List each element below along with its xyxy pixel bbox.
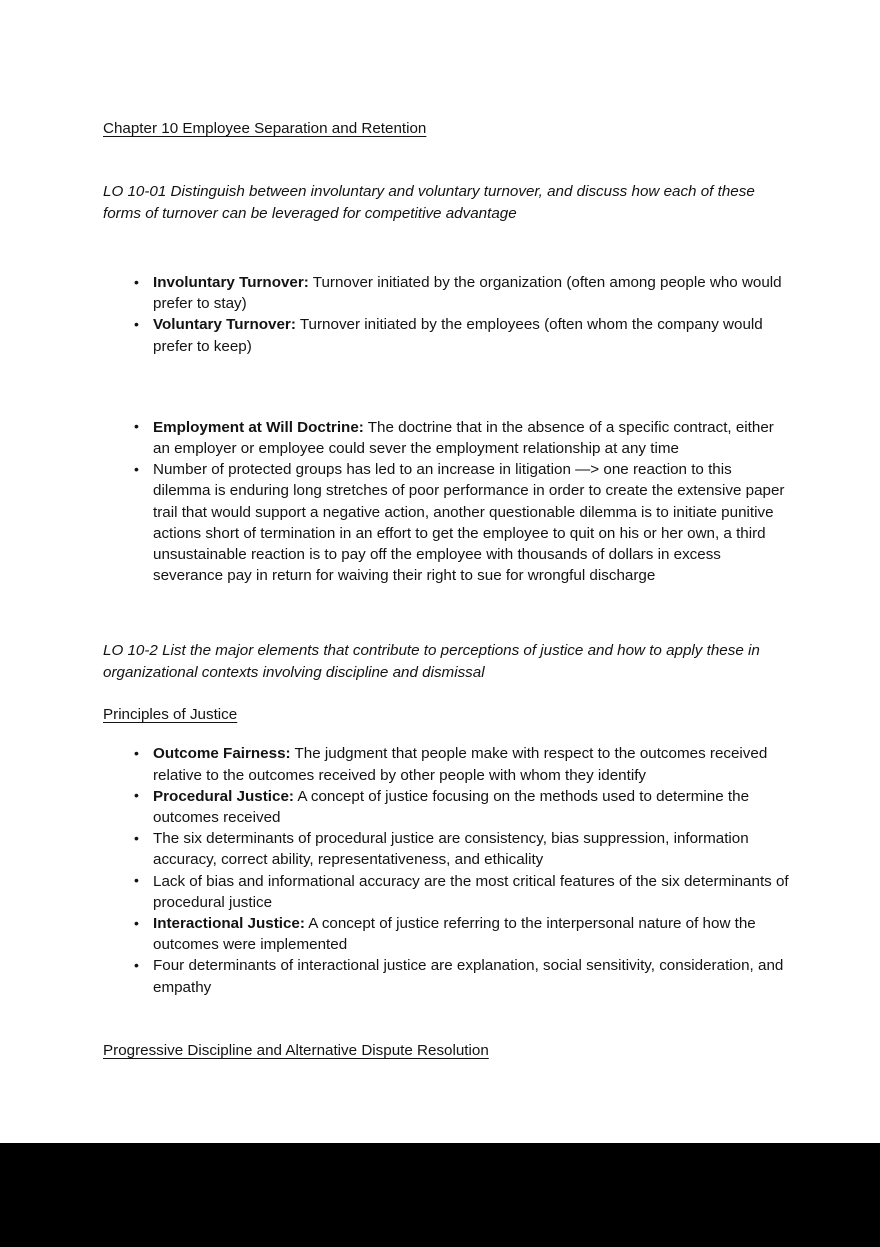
list-item — [103, 272, 793, 314]
bullet-term: Interactional Justice: — [153, 915, 305, 933]
chapter-heading: Chapter 10 Employee Separation and Retention — [103, 120, 427, 137]
document-content — [103, 118, 793, 1061]
list-item — [103, 417, 793, 459]
bullet-text: Turnover initiated by the employees (often whom the company would prefer to keep) — [153, 316, 763, 355]
spacer — [103, 586, 793, 640]
list-item — [103, 828, 793, 870]
principles-heading-block — [103, 704, 793, 725]
list-item — [103, 786, 793, 828]
progressive-discipline-heading: Progressive Discipline and Alternative Dispute Resolution — [103, 1041, 489, 1059]
bottom-black-band — [0, 1143, 880, 1247]
bullet-text: Four determinants of interactional justice are explanation, social sensitivity, consideration, and empathy — [153, 957, 784, 996]
learning-objective-10-01: LO 10-01 Distinguish between involuntary and voluntary turnover, and discuss how each of these forms of turnover can be leveraged for competitive advantage — [103, 183, 755, 222]
bullet-text: The doctrine that in the absence of a specific contract, either an employer or employee could sever the employment relationship at any time — [153, 418, 774, 458]
list-item — [103, 459, 793, 586]
learning-objective-10-2: LO 10-2 List the major elements that contribute to perceptions of justice and how to apply these in organizational contexts involving discipline and dismissal — [103, 642, 760, 681]
bullet-term: Employment at Will Doctrine: — [153, 418, 364, 436]
spacer — [103, 725, 793, 743]
list-item — [103, 314, 793, 356]
bullet-text: A concept of justice referring to the interpersonal nature of how the outcomes were implemented — [153, 915, 756, 954]
bullet-text: Lack of bias and informational accuracy are the most critical features of the six determinants of procedural justice — [153, 872, 789, 911]
list-item — [103, 955, 793, 997]
bullet-text: The six determinants of procedural justice are consistency, bias suppression, information accuracy, correct ability, representativeness, and ethicality — [153, 830, 749, 869]
list-item — [103, 913, 793, 955]
employment-bullet-list — [103, 417, 793, 587]
bullet-text: Turnover initiated by the organization (often among people who would prefer to stay) — [153, 274, 782, 313]
spacer — [103, 224, 793, 272]
bullet-text: Number of protected groups has led to an increase in litigation —> one reaction to this dilemma is enduring long stretches of poor performance in order to create the extensive paper trail that would support a negative action, another questionable dilemma is to initiate punitive actions short of termination in an effort to get the employee to quit on his or her own, a third unsustainable reaction is to pay off the employee with thousands of dollars in excess severance pay in return for waiving their right to sue for wrongful discharge — [153, 461, 785, 585]
bullet-text: The judgment that people make with respect to the outcomes received relative to the outcomes received by other people with whom they identify — [153, 745, 768, 784]
spacer — [103, 357, 793, 417]
progressive-discipline-heading-block — [103, 1040, 793, 1061]
bullet-term: Involuntary Turnover: — [153, 274, 309, 291]
list-item — [103, 743, 793, 785]
spacer — [103, 139, 793, 181]
spacer — [103, 998, 793, 1040]
bullet-term: Voluntary Turnover: — [153, 316, 296, 334]
list-item — [103, 871, 793, 913]
chapter-heading-block — [103, 118, 793, 139]
spacer — [103, 683, 793, 704]
turnover-bullet-list — [103, 272, 793, 357]
bullet-text: A concept of justice focusing on the methods used to determine the outcomes received — [153, 787, 750, 827]
principles-of-justice-heading: Principles of Justice — [103, 706, 238, 724]
bullet-term: Outcome Fairness: — [153, 745, 291, 763]
bullet-term: Procedural Justice: — [153, 787, 294, 805]
justice-bullet-list — [103, 743, 793, 997]
